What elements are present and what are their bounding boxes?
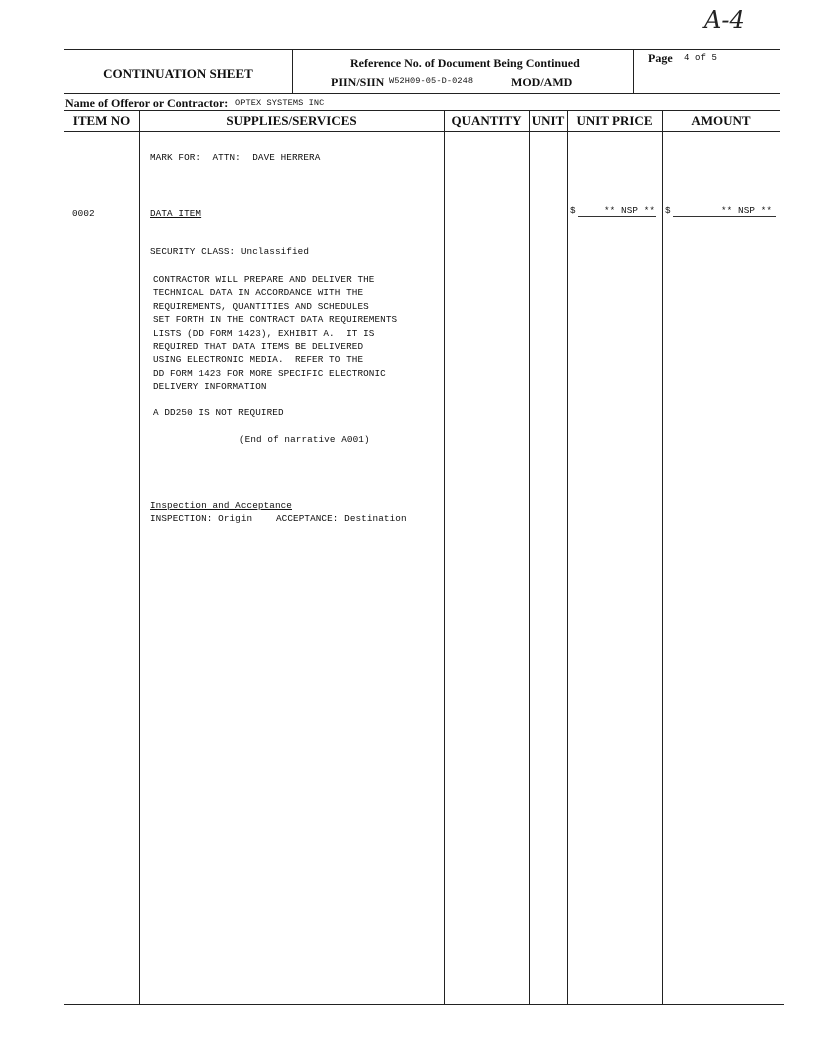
end-of-narrative: (End of narrative A001) [239,434,370,445]
handwritten-page-annotation: A-4 [704,6,745,34]
narrative-line: REQUIRED THAT DATA ITEMS BE DELIVERED [153,341,364,353]
inspection-heading: Inspection and Acceptance [150,500,292,511]
column-header-bottom-rule [64,131,780,132]
piin-label: PIIN/SIIN [331,75,385,89]
item-number: 0002 [72,208,95,219]
amount-underline [673,216,776,217]
col-divider-unit-price [662,110,663,1004]
col-header-unit-price: UNIT PRICE [576,113,653,128]
item-description: DATA ITEM [150,208,202,219]
offeror-value: OPTEX SYSTEMS INC [235,98,325,108]
security-class: SECURITY CLASS: Unclassified [150,246,310,257]
unit-price-dollar: $ [570,205,576,216]
amount-dollar: $ [665,205,671,216]
header-bottom-rule [64,93,780,94]
inspection-origin: INSPECTION: Origin [150,513,253,524]
col-header-supplies: SUPPLIES/SERVICES [226,113,357,128]
page-value: 4 of 5 [684,53,718,63]
col-header-unit: UNIT [531,113,565,128]
narrative-line: DD FORM 1423 FOR MORE SPECIFIC ELECTRONIC [153,367,386,379]
column-header-top-rule [64,110,780,111]
narrative-line: CONTRACTOR WILL PREPARE AND DELIVER THE [153,274,375,285]
dd250-note: A DD250 IS NOT REQUIRED [153,407,284,418]
narrative-line: REQUIREMENTS, QUANTITIES AND SCHEDULES [153,300,369,312]
mod-amd-label: MOD/AMD [511,75,573,89]
offeror-label: Name of Offeror or Contractor: [65,96,229,110]
piin-value: W52H09-05-D-0248 [389,76,474,86]
narrative-line: TECHNICAL DATA IN ACCORDANCE WITH THE [153,287,364,299]
col-divider-supplies [444,110,445,1004]
col-divider-item [139,110,140,1004]
header-top-rule [64,49,780,50]
narrative-line: LISTS (DD FORM 1423), EXHIBIT A. IT IS [153,327,375,339]
unit-price-value: ** NSP ** [604,205,656,216]
col-header-quantity: QUANTITY [451,113,522,128]
col-divider-unit [567,110,568,1004]
sheet-title: CONTINUATION SHEET [103,66,253,81]
amount-value: ** NSP ** [721,205,773,216]
narrative-block [153,273,397,394]
narrative-line: SET FORTH IN THE CONTRACT DATA REQUIREMENTS [153,314,398,326]
narrative-line: USING ELECTRONIC MEDIA. REFER TO THE [153,354,364,366]
narrative-line: DELIVERY INFORMATION [153,381,267,393]
mark-for-line: MARK FOR: ATTN: DAVE HERRERA [150,152,321,163]
col-header-amount: AMOUNT [691,113,751,128]
header-divider-1 [292,49,293,93]
acceptance-destination: ACCEPTANCE: Destination [276,513,407,524]
header-divider-2 [633,49,634,93]
table-bottom-rule [64,1004,784,1005]
col-divider-quantity [529,110,530,1004]
reference-label: Reference No. of Document Being Continued [350,56,580,70]
unit-price-underline [578,216,656,217]
col-header-item-no: ITEM NO [72,113,131,128]
page-label: Page [648,51,673,65]
